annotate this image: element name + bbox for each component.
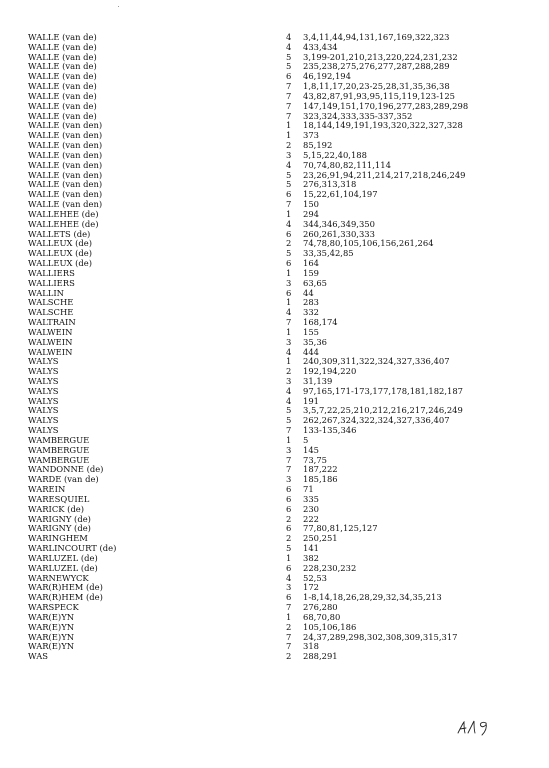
entry-pages: 283 bbox=[303, 297, 319, 308]
index-entry bbox=[0, 633, 549, 643]
entry-name: WARICK (de) bbox=[28, 503, 85, 514]
entry-pages: 228,230,232 bbox=[303, 562, 357, 573]
entry-name: WALLE (van de) bbox=[28, 41, 97, 52]
entry-pages: 46,192,194 bbox=[303, 71, 351, 82]
entry-name: WALYS bbox=[28, 375, 59, 386]
entry-volume: 1 bbox=[286, 552, 292, 563]
entry-pages: 260,261,330,333 bbox=[303, 228, 375, 239]
index-entry bbox=[0, 603, 549, 613]
entry-volume: 6 bbox=[286, 562, 292, 573]
entry-volume: 4 bbox=[286, 572, 292, 583]
entry-name: WALLE (van den) bbox=[28, 120, 103, 131]
index-entry bbox=[0, 406, 549, 416]
entry-name: WARLINCOURT (de) bbox=[28, 543, 117, 554]
entry-name: WALLE (van de) bbox=[28, 100, 97, 111]
entry-volume: 6 bbox=[286, 503, 292, 514]
entry-name: WARLUZEL (de) bbox=[28, 562, 98, 573]
entry-pages: 222 bbox=[303, 513, 319, 524]
entry-volume: 3 bbox=[286, 375, 292, 386]
entry-volume: 2 bbox=[286, 366, 292, 377]
entry-name: WALYS bbox=[28, 385, 59, 396]
entry-volume: 6 bbox=[286, 258, 292, 269]
entry-pages: 63,65 bbox=[303, 277, 327, 288]
entry-name: WALYS bbox=[28, 405, 59, 416]
entry-volume: 5 bbox=[286, 415, 292, 426]
entry-pages: 332 bbox=[303, 307, 319, 318]
entry-volume: 1 bbox=[286, 297, 292, 308]
entry-pages: 150 bbox=[303, 199, 319, 210]
entry-name: WAREIN bbox=[28, 484, 66, 495]
entry-volume: 4 bbox=[286, 32, 292, 42]
entry-volume: 4 bbox=[286, 395, 292, 406]
entry-name: WARESQUIEL bbox=[28, 493, 90, 504]
entry-name: WALLE (van den) bbox=[28, 159, 103, 170]
entry-name: WALLEUX (de) bbox=[28, 248, 93, 259]
entry-pages: 43,82,87,91,93,95,115,119,123-125 bbox=[303, 90, 456, 101]
entry-name: WALLE (van den) bbox=[28, 199, 103, 210]
entry-volume: 3 bbox=[286, 474, 292, 485]
entry-name: WALSCHE bbox=[28, 307, 74, 318]
entry-pages: 276,313,318 bbox=[303, 179, 357, 190]
entry-name: WALLIERS bbox=[28, 267, 75, 278]
entry-name: WALLE (van den) bbox=[28, 179, 103, 190]
entry-pages: 187,222 bbox=[303, 464, 338, 475]
entry-pages: 24,37,289,298,302,308,309,315,317 bbox=[303, 631, 458, 642]
entry-pages: 73,75 bbox=[303, 454, 327, 465]
entry-volume: 6 bbox=[286, 484, 292, 495]
entry-volume: 3 bbox=[286, 444, 292, 455]
entry-volume: 1 bbox=[286, 120, 292, 131]
index-entry bbox=[0, 279, 549, 289]
index-list bbox=[0, 33, 549, 662]
entry-name: WARINGHEM bbox=[28, 533, 88, 544]
entry-volume: 7 bbox=[286, 454, 292, 465]
entry-name: WALYS bbox=[28, 395, 59, 406]
entry-pages: 31,139 bbox=[303, 375, 333, 386]
entry-pages: 323,324,333,335-337,352 bbox=[303, 110, 413, 121]
entry-volume: 3 bbox=[286, 277, 292, 288]
entry-pages: 105,106,186 bbox=[303, 621, 357, 632]
entry-pages: 164 bbox=[303, 258, 319, 269]
entry-name: WALLE (van den) bbox=[28, 130, 103, 141]
entry-pages: 70,74,80,82,111,114 bbox=[303, 159, 391, 170]
entry-name: WALLEUX (de) bbox=[28, 238, 93, 249]
entry-pages: 318 bbox=[303, 641, 319, 652]
entry-pages: 3,4,11,44,94,131,167,169,322,323 bbox=[303, 32, 450, 42]
entry-volume: 5 bbox=[286, 179, 292, 190]
entry-name: WARLUZEL (de) bbox=[28, 552, 98, 563]
entry-name: WAR(E)YN bbox=[28, 621, 75, 632]
entry-pages: 192,194,220 bbox=[303, 366, 357, 377]
entry-pages: 159 bbox=[303, 267, 319, 278]
entry-volume: 1 bbox=[286, 434, 292, 445]
entry-name: WAR(E)YN bbox=[28, 631, 75, 642]
entry-volume: 1 bbox=[286, 208, 292, 219]
index-entry bbox=[0, 318, 549, 328]
entry-pages: 344,346,349,350 bbox=[303, 218, 375, 229]
entry-name: WALLETS (de) bbox=[28, 228, 91, 239]
entry-pages: 3,199-201,210,213,220,224,231,232 bbox=[303, 51, 458, 62]
entry-name: WAR(R)HEM (de) bbox=[28, 582, 103, 593]
entry-volume: 6 bbox=[286, 71, 292, 82]
entry-name: WALLE (van de) bbox=[28, 51, 97, 62]
entry-pages: 1-8,14,18,26,28,29,32,34,35,213 bbox=[303, 592, 442, 603]
entry-name: WALTRAIN bbox=[28, 317, 76, 328]
entry-volume: 5 bbox=[286, 169, 292, 180]
entry-name: WAMBERGUE bbox=[28, 454, 90, 465]
entry-name: WALSCHE bbox=[28, 297, 74, 308]
entry-volume: 7 bbox=[286, 317, 292, 328]
entry-pages: 71 bbox=[303, 484, 314, 495]
entry-volume: 1 bbox=[286, 267, 292, 278]
entry-pages: 18,144,149,191,193,320,322,327,328 bbox=[303, 120, 463, 131]
entry-name: WAMBERGUE bbox=[28, 444, 90, 455]
entry-volume: 1 bbox=[286, 356, 292, 367]
entry-volume: 3 bbox=[286, 149, 292, 160]
index-entry bbox=[0, 367, 549, 377]
entry-pages: 74,78,80,105,106,156,261,264 bbox=[303, 238, 434, 249]
entry-pages: 250,251 bbox=[303, 533, 338, 544]
entry-volume: 2 bbox=[286, 621, 292, 632]
entry-pages: 133-135,346 bbox=[303, 425, 357, 436]
entry-name: WALLEHEE (de) bbox=[28, 208, 99, 219]
index-entry bbox=[0, 652, 549, 662]
entry-pages: 52,53 bbox=[303, 572, 327, 583]
entry-volume: 1 bbox=[286, 130, 292, 141]
scan-speck bbox=[118, 6, 119, 7]
index-entry bbox=[0, 298, 549, 308]
entry-volume: 7 bbox=[286, 199, 292, 210]
entry-volume: 4 bbox=[286, 385, 292, 396]
entry-pages: 77,80,81,125,127 bbox=[303, 523, 378, 534]
entry-volume: 6 bbox=[286, 592, 292, 603]
entry-pages: 85,192 bbox=[303, 140, 333, 151]
entry-name: WALWEIN bbox=[28, 326, 73, 337]
index-entry bbox=[0, 387, 549, 397]
entry-pages: 373 bbox=[303, 130, 319, 141]
entry-volume: 7 bbox=[286, 602, 292, 613]
entry-volume: 7 bbox=[286, 464, 292, 475]
entry-pages: 147,149,151,170,196,277,283,289,298 bbox=[303, 100, 469, 111]
entry-volume: 7 bbox=[286, 81, 292, 92]
entry-volume: 2 bbox=[286, 533, 292, 544]
index-entry bbox=[0, 475, 549, 485]
entry-pages: 23,26,91,94,211,214,217,218,246,249 bbox=[303, 169, 466, 180]
index-entry bbox=[0, 397, 549, 407]
entry-volume: 7 bbox=[286, 425, 292, 436]
entry-volume: 7 bbox=[286, 641, 292, 652]
entry-name: WALLE (van de) bbox=[28, 81, 97, 92]
entry-pages: 141 bbox=[303, 543, 319, 554]
entry-pages: 68,70,80 bbox=[303, 611, 341, 622]
entry-volume: 5 bbox=[286, 248, 292, 259]
entry-volume: 4 bbox=[286, 159, 292, 170]
entry-name: WALLE (van de) bbox=[28, 32, 97, 42]
entry-name: WALLIERS bbox=[28, 277, 75, 288]
entry-name: WALLE (van de) bbox=[28, 71, 97, 82]
entry-name: WALLE (van de) bbox=[28, 110, 97, 121]
entry-pages: 191 bbox=[303, 395, 319, 406]
index-entry bbox=[0, 416, 549, 426]
entry-pages: 168,174 bbox=[303, 317, 338, 328]
entry-pages: 145 bbox=[303, 444, 319, 455]
entry-name: WARIGNY (de) bbox=[28, 523, 91, 534]
entry-name: WALYS bbox=[28, 356, 59, 367]
entry-volume: 3 bbox=[286, 336, 292, 347]
entry-volume: 1 bbox=[286, 326, 292, 337]
entry-name: WALLIN bbox=[28, 287, 64, 298]
index-entry bbox=[0, 377, 549, 387]
entry-pages: 5,15,22,40,188 bbox=[303, 149, 367, 160]
entry-volume: 7 bbox=[286, 100, 292, 111]
index-entry bbox=[0, 289, 549, 299]
entry-name: WALLE (van den) bbox=[28, 169, 103, 180]
entry-volume: 3 bbox=[286, 582, 292, 593]
entry-name: WARNEWYCK bbox=[28, 572, 89, 583]
index-entry bbox=[0, 338, 549, 348]
entry-name: WALLE (van de) bbox=[28, 90, 97, 101]
entry-volume: 5 bbox=[286, 51, 292, 62]
entry-pages: 230 bbox=[303, 503, 319, 514]
entry-volume: 2 bbox=[286, 238, 292, 249]
entry-pages: 33,35,42,85 bbox=[303, 248, 354, 259]
entry-volume: 6 bbox=[286, 189, 292, 200]
index-entry bbox=[0, 308, 549, 318]
entry-pages: 1,8,11,17,20,23-25,28,31,35,36,38 bbox=[303, 81, 450, 92]
entry-name: WALLE (van den) bbox=[28, 140, 103, 151]
entry-name: WALWEIN bbox=[28, 346, 73, 357]
entry-pages: 35,36 bbox=[303, 336, 327, 347]
entry-volume: 6 bbox=[286, 287, 292, 298]
entry-name: WANDONNE (de) bbox=[28, 464, 104, 475]
entry-volume: 4 bbox=[286, 218, 292, 229]
index-entry bbox=[0, 593, 549, 603]
entry-pages: 44 bbox=[303, 287, 314, 298]
entry-pages: 235,238,275,276,277,287,288,289 bbox=[303, 61, 450, 72]
entry-pages: 240,309,311,322,324,327,336,407 bbox=[303, 356, 450, 367]
entry-volume: 7 bbox=[286, 110, 292, 121]
entry-pages: 433,434 bbox=[303, 41, 338, 52]
entry-name: WALLE (van den) bbox=[28, 189, 103, 200]
entry-volume: 2 bbox=[286, 140, 292, 151]
entry-volume: 5 bbox=[286, 543, 292, 554]
entry-name: WALLE (van de) bbox=[28, 61, 97, 72]
entry-name: WARIGNY (de) bbox=[28, 513, 91, 524]
entry-name: WALYS bbox=[28, 366, 59, 377]
index-entry bbox=[0, 623, 549, 633]
entry-pages: 97,165,171-173,177,178,181,182,187 bbox=[303, 385, 464, 396]
entry-volume: 6 bbox=[286, 493, 292, 504]
entry-volume: 5 bbox=[286, 405, 292, 416]
entry-volume: 6 bbox=[286, 228, 292, 239]
entry-pages: 3,5,7,22,25,210,212,216,217,246,249 bbox=[303, 405, 463, 416]
entry-volume: 1 bbox=[286, 611, 292, 622]
entry-volume: 4 bbox=[286, 346, 292, 357]
entry-pages: 288,291 bbox=[303, 651, 338, 662]
entry-name: WARDE (van de) bbox=[28, 474, 99, 485]
entry-name: WARSPECK bbox=[28, 602, 79, 613]
entry-name: WALLEHEE (de) bbox=[28, 218, 99, 229]
entry-volume: 4 bbox=[286, 307, 292, 318]
entry-name: WAS bbox=[28, 651, 48, 662]
entry-name: WALLEUX (de) bbox=[28, 258, 93, 269]
index-entry bbox=[0, 642, 549, 652]
entry-name: WAR(E)YN bbox=[28, 641, 75, 652]
entry-pages: 382 bbox=[303, 552, 319, 563]
entry-volume: 2 bbox=[286, 651, 292, 662]
entry-name: WAR(R)HEM (de) bbox=[28, 592, 103, 603]
entry-volume: 6 bbox=[286, 523, 292, 534]
entry-name: WALYS bbox=[28, 425, 59, 436]
entry-pages: 262,267,324,322,324,327,336,407 bbox=[303, 415, 450, 426]
index-entry bbox=[0, 259, 549, 269]
entry-name: WALWEIN bbox=[28, 336, 73, 347]
entry-pages: 335 bbox=[303, 493, 319, 504]
entry-pages: 444 bbox=[303, 346, 319, 357]
index-entry bbox=[0, 269, 549, 279]
index-entry bbox=[0, 613, 549, 623]
entry-pages: 172 bbox=[303, 582, 319, 593]
index-entry bbox=[0, 328, 549, 338]
entry-name: WAMBERGUE bbox=[28, 434, 90, 445]
entry-pages: 294 bbox=[303, 208, 319, 219]
entry-volume: 7 bbox=[286, 90, 292, 101]
entry-name: WALYS bbox=[28, 415, 59, 426]
entry-volume: 4 bbox=[286, 41, 292, 52]
entry-pages: 5 bbox=[303, 434, 309, 445]
entry-name: WALLE (van den) bbox=[28, 149, 103, 160]
entry-pages: 185,186 bbox=[303, 474, 338, 485]
entry-pages: 276,280 bbox=[303, 602, 338, 613]
entry-volume: 7 bbox=[286, 631, 292, 642]
entry-volume: 2 bbox=[286, 513, 292, 524]
handwritten-folio-mark bbox=[456, 717, 494, 737]
entry-pages: 15,22,61,104,197 bbox=[303, 189, 378, 200]
index-entry bbox=[0, 357, 549, 367]
entry-pages: 155 bbox=[303, 326, 319, 337]
index-entry bbox=[0, 348, 549, 358]
entry-volume: 5 bbox=[286, 61, 292, 72]
entry-name: WAR(E)YN bbox=[28, 611, 75, 622]
